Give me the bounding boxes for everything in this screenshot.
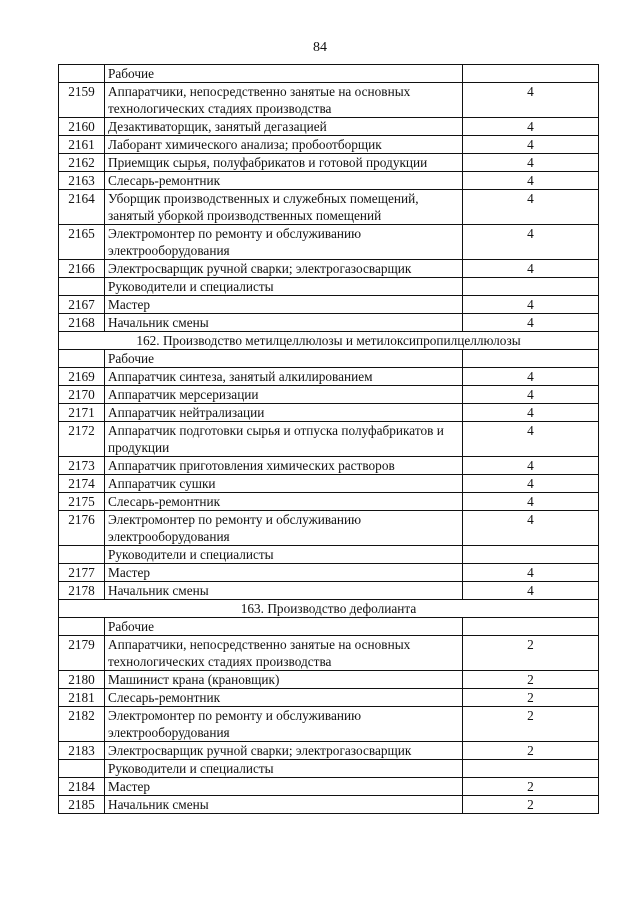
additional-leave-days: 2 <box>463 778 599 796</box>
empty-cell <box>463 618 599 636</box>
profession-name: Лаборант химического анализа; пробоотборщик <box>105 136 463 154</box>
row-number: 2173 <box>59 457 105 475</box>
profession-name: Электросварщик ручной сварки; электрогазосварщик <box>105 260 463 278</box>
empty-cell <box>59 278 105 296</box>
additional-leave-days: 4 <box>463 172 599 190</box>
group-heading-row <box>59 350 599 368</box>
row-number: 2184 <box>59 778 105 796</box>
table-row <box>59 386 599 404</box>
table-row <box>59 457 599 475</box>
row-number: 2175 <box>59 493 105 511</box>
empty-cell <box>463 350 599 368</box>
row-number: 2161 <box>59 136 105 154</box>
group-heading: Руководители и специалисты <box>105 546 463 564</box>
table-row <box>59 136 599 154</box>
table-row <box>59 796 599 814</box>
profession-name: Аппаратчик мерсеризации <box>105 386 463 404</box>
additional-leave-days: 4 <box>463 260 599 278</box>
profession-name: Приемщик сырья, полуфабрикатов и готовой продукции <box>105 154 463 172</box>
additional-leave-days: 4 <box>463 404 599 422</box>
table-row <box>59 742 599 760</box>
profession-name: Аппаратчики, непосредственно занятые на основных технологических стадиях производства <box>105 636 463 671</box>
table-row <box>59 475 599 493</box>
table-row <box>59 172 599 190</box>
row-number: 2176 <box>59 511 105 546</box>
empty-cell <box>463 760 599 778</box>
table-row <box>59 564 599 582</box>
row-number: 2179 <box>59 636 105 671</box>
profession-name: Мастер <box>105 778 463 796</box>
table-row <box>59 778 599 796</box>
profession-name: Начальник смены <box>105 796 463 814</box>
profession-name: Аппаратчик нейтрализации <box>105 404 463 422</box>
table-row <box>59 368 599 386</box>
empty-cell <box>463 546 599 564</box>
profession-name: Аппаратчик синтеза, занятый алкилированием <box>105 368 463 386</box>
row-number: 2160 <box>59 118 105 136</box>
row-number: 2166 <box>59 260 105 278</box>
row-number: 2182 <box>59 707 105 742</box>
additional-leave-days: 4 <box>463 475 599 493</box>
row-number: 2180 <box>59 671 105 689</box>
additional-leave-days: 4 <box>463 422 599 457</box>
profession-name: Электросварщик ручной сварки; электрогазосварщик <box>105 742 463 760</box>
table-row <box>59 636 599 671</box>
profession-name: Мастер <box>105 564 463 582</box>
table-row <box>59 296 599 314</box>
table-row <box>59 493 599 511</box>
row-number: 2177 <box>59 564 105 582</box>
row-number: 2172 <box>59 422 105 457</box>
table-row <box>59 689 599 707</box>
profession-name: Аппаратчики, непосредственно занятые на основных технологических стадиях производства <box>105 83 463 118</box>
section-heading-row <box>59 600 599 618</box>
additional-leave-days: 4 <box>463 314 599 332</box>
page-number: 84 <box>313 40 327 55</box>
table-row <box>59 582 599 600</box>
additional-leave-days: 2 <box>463 707 599 742</box>
table-row <box>59 422 599 457</box>
table-body <box>59 65 599 814</box>
empty-cell <box>59 546 105 564</box>
additional-leave-days: 2 <box>463 796 599 814</box>
table-row <box>59 671 599 689</box>
group-heading: Рабочие <box>105 350 463 368</box>
additional-leave-days: 4 <box>463 136 599 154</box>
profession-name: Уборщик производственных и служебных помещений, занятый уборкой производственных помещений <box>105 190 463 225</box>
section-heading: 162. Производство метилцеллюлозы и метилоксипропилцеллюлозы <box>59 332 599 350</box>
profession-name: Аппаратчик приготовления химических растворов <box>105 457 463 475</box>
row-number: 2169 <box>59 368 105 386</box>
additional-leave-days: 2 <box>463 636 599 671</box>
table-row <box>59 83 599 118</box>
additional-leave-days: 2 <box>463 689 599 707</box>
section-heading-row <box>59 332 599 350</box>
row-number: 2167 <box>59 296 105 314</box>
additional-leave-days: 4 <box>463 154 599 172</box>
table-row <box>59 404 599 422</box>
row-number: 2174 <box>59 475 105 493</box>
group-heading-row <box>59 618 599 636</box>
row-number: 2165 <box>59 225 105 260</box>
profession-name: Начальник смены <box>105 582 463 600</box>
empty-cell <box>463 278 599 296</box>
row-number: 2164 <box>59 190 105 225</box>
profession-name: Аппаратчик подготовки сырья и отпуска полуфабрикатов и продукции <box>105 422 463 457</box>
profession-name: Машинист крана (крановщик) <box>105 671 463 689</box>
profession-name: Слесарь-ремонтник <box>105 689 463 707</box>
table-row <box>59 511 599 546</box>
additional-leave-days: 4 <box>463 190 599 225</box>
group-heading-row <box>59 65 599 83</box>
additional-leave-days: 4 <box>463 493 599 511</box>
additional-leave-days: 4 <box>463 83 599 118</box>
profession-name: Начальник смены <box>105 314 463 332</box>
profession-name: Электромонтер по ремонту и обслуживанию электрооборудования <box>105 511 463 546</box>
group-heading: Руководители и специалисты <box>105 760 463 778</box>
section-heading: 163. Производство дефолианта <box>59 600 599 618</box>
profession-name: Слесарь-ремонтник <box>105 172 463 190</box>
additional-leave-days: 4 <box>463 386 599 404</box>
group-heading-row <box>59 278 599 296</box>
empty-cell <box>59 760 105 778</box>
profession-name: Слесарь-ремонтник <box>105 493 463 511</box>
profession-name: Дезактиваторщик, занятый дегазацией <box>105 118 463 136</box>
row-number: 2163 <box>59 172 105 190</box>
row-number: 2178 <box>59 582 105 600</box>
group-heading: Руководители и специалисты <box>105 278 463 296</box>
group-heading: Рабочие <box>105 65 463 83</box>
group-heading: Рабочие <box>105 618 463 636</box>
additional-leave-days: 4 <box>463 225 599 260</box>
additional-leave-days: 4 <box>463 118 599 136</box>
row-number: 2170 <box>59 386 105 404</box>
table-row <box>59 314 599 332</box>
row-number: 2162 <box>59 154 105 172</box>
additional-leave-days: 4 <box>463 457 599 475</box>
table-row <box>59 225 599 260</box>
additional-leave-days: 4 <box>463 511 599 546</box>
additional-leave-days: 4 <box>463 564 599 582</box>
table-row <box>59 260 599 278</box>
empty-cell <box>59 618 105 636</box>
additional-leave-days: 2 <box>463 671 599 689</box>
row-number: 2181 <box>59 689 105 707</box>
table-row <box>59 118 599 136</box>
additional-leave-days: 4 <box>463 582 599 600</box>
table-row <box>59 154 599 172</box>
profession-name: Электромонтер по ремонту и обслуживанию электрооборудования <box>105 225 463 260</box>
additional-leave-days: 4 <box>463 296 599 314</box>
row-number: 2183 <box>59 742 105 760</box>
row-number: 2185 <box>59 796 105 814</box>
additional-leave-days: 4 <box>463 368 599 386</box>
empty-cell <box>463 65 599 83</box>
profession-name: Аппаратчик сушки <box>105 475 463 493</box>
row-number: 2168 <box>59 314 105 332</box>
row-number: 2171 <box>59 404 105 422</box>
profession-name: Электромонтер по ремонту и обслуживанию электрооборудования <box>105 707 463 742</box>
group-heading-row <box>59 546 599 564</box>
table-row <box>59 190 599 225</box>
group-heading-row <box>59 760 599 778</box>
table-row <box>59 707 599 742</box>
empty-cell <box>59 65 105 83</box>
additional-leave-days: 2 <box>463 742 599 760</box>
empty-cell <box>59 350 105 368</box>
professions-table <box>58 64 599 814</box>
row-number: 2159 <box>59 83 105 118</box>
profession-name: Мастер <box>105 296 463 314</box>
